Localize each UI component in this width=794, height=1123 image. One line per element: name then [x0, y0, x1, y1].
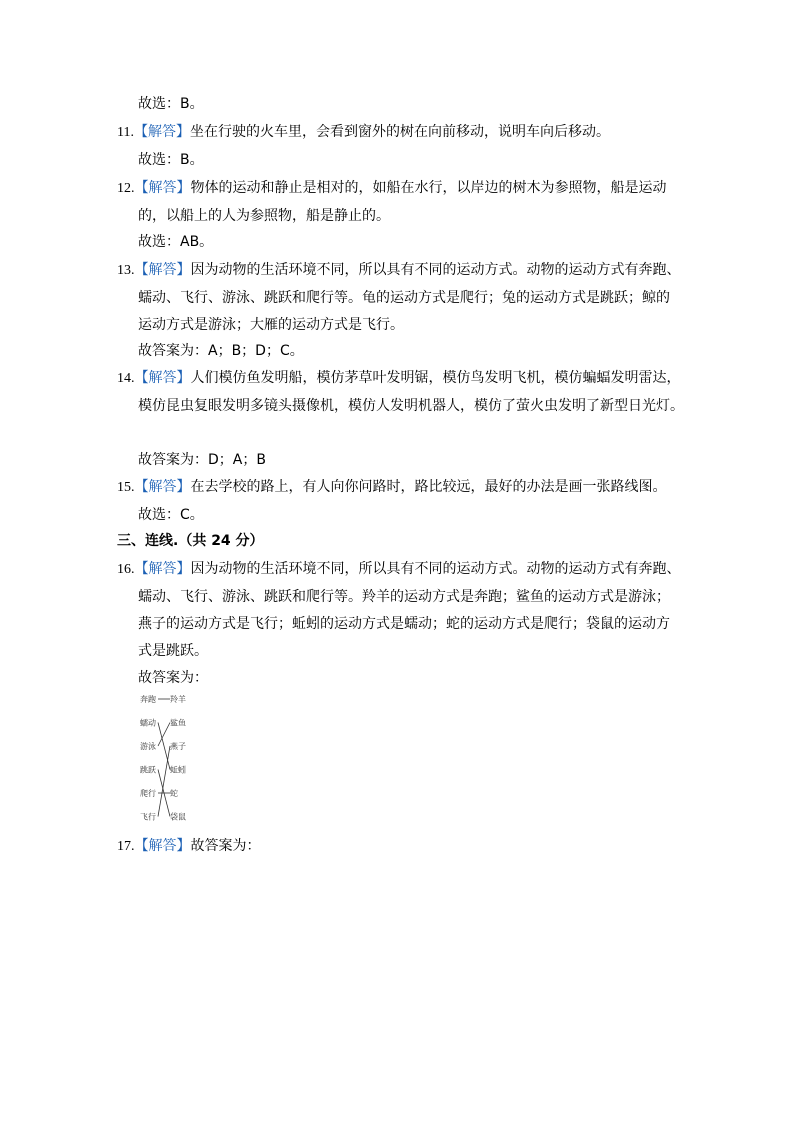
question-number: 17. — [117, 839, 135, 854]
diagram-left-label: 跳跃 — [140, 765, 156, 775]
diagram-right-label: 鲨鱼 — [170, 718, 186, 728]
answer-tag: 【解答】 — [134, 479, 191, 495]
diagram-right-label: 袋鼠 — [170, 812, 186, 822]
answer-tag: 【解答】 — [134, 838, 191, 854]
question-text: 人们模仿鱼发明船，模仿茅草叶发明锯，模仿鸟发明飞机，模仿蝙蝠发明雷达， — [190, 370, 681, 386]
question-text-cont: 运动方式是游泳；大雁的运动方式是飞行。 — [138, 317, 404, 333]
question-text-cont: 蠕动、飞行、游泳、跳跃和爬行等。羚羊的运动方式是奔跑；鲨鱼的运动方式是游泳； — [138, 589, 670, 605]
diagram-left-label: 游泳 — [140, 742, 156, 751]
answer-line: 故选：C。 — [138, 507, 204, 523]
question-17 — [117, 836, 261, 857]
question-text: 因为动物的生活环境不同，所以具有不同的运动方式。动物的运动方式有奔跑、 — [190, 262, 681, 278]
question-text: 在去学校的路上，有人向你问路时，路比较远，最好的办法是画一张路线图。 — [190, 479, 667, 495]
question-number: 16. — [117, 562, 135, 577]
diagram-left-label: 爬行 — [140, 789, 156, 798]
question-text: 因为动物的生活环境不同，所以具有不同的运动方式。动物的运动方式有奔跑、 — [190, 561, 681, 577]
answer-line: 故选：B。 — [138, 96, 204, 112]
answer-tag: 【解答】 — [133, 124, 190, 140]
diagram-right-label: 蚯蚓 — [170, 765, 186, 775]
question-text-cont: 模仿昆虫复眼发明多镜头摄像机，模仿人发明机器人，模仿了萤火虫发明了新型日光灯。 — [138, 398, 684, 414]
answer-line: 故答案为： — [138, 670, 208, 686]
section-heading: 三、连线.（共 24 分） — [117, 533, 264, 549]
question-number: 12. — [117, 181, 135, 196]
match-line — [158, 746, 170, 817]
question-text: 物体的运动和静止是相对的，如船在水行，以岸边的树木为参照物，船是运动 — [190, 180, 667, 196]
answer-line: 故答案为：D；A；B — [138, 452, 266, 468]
diagram-right-label: 燕子 — [170, 742, 186, 751]
question-13 — [117, 260, 681, 281]
diagram-right-label: 羚羊 — [170, 695, 186, 704]
question-14 — [117, 368, 681, 389]
match-line — [158, 723, 170, 770]
question-number: 15. — [117, 480, 135, 495]
diagram-left-label: 蠕动 — [140, 718, 156, 728]
question-text-cont: 蠕动、飞行、游泳、跳跃和爬行等。龟的运动方式是爬行；兔的运动方式是跳跃；鲸的 — [138, 290, 670, 306]
question-number: 14. — [117, 371, 135, 386]
question-number: 13. — [117, 263, 135, 278]
answer-tag: 【解答】 — [134, 262, 191, 278]
match-line — [158, 723, 170, 747]
diagram-left-label: 飞行 — [140, 812, 156, 822]
question-text-cont: 燕子的运动方式是飞行；蚯蚓的运动方式是蠕动；蛇的运动方式是爬行；袋鼠的运动方 — [138, 616, 670, 632]
question-text-cont: 式是跳跃。 — [138, 643, 208, 659]
question-12 — [117, 178, 667, 199]
question-text-cont: 的，以船上的人为参照物，船是静止的。 — [138, 208, 390, 224]
question-text: 坐在行驶的火车里，会看到窗外的树在向前移动，说明车向后移动。 — [189, 124, 610, 140]
diagram-left-label: 奔跑 — [140, 695, 156, 704]
matching-diagram — [138, 690, 198, 830]
answer-line: 故选：AB。 — [138, 234, 214, 250]
question-16 — [117, 559, 681, 580]
answer-tag: 【解答】 — [134, 561, 191, 577]
answer-line: 故答案为：A；B；D；C。 — [138, 343, 304, 359]
question-number: 11. — [117, 125, 134, 140]
answer-tag: 【解答】 — [134, 370, 191, 386]
question-text: 故答案为： — [190, 838, 261, 854]
answer-tag: 【解答】 — [134, 180, 191, 196]
diagram-right-label: 蛇 — [170, 789, 178, 798]
question-11 — [117, 122, 610, 143]
question-15 — [117, 477, 667, 498]
answer-line: 故选：B。 — [138, 152, 204, 168]
